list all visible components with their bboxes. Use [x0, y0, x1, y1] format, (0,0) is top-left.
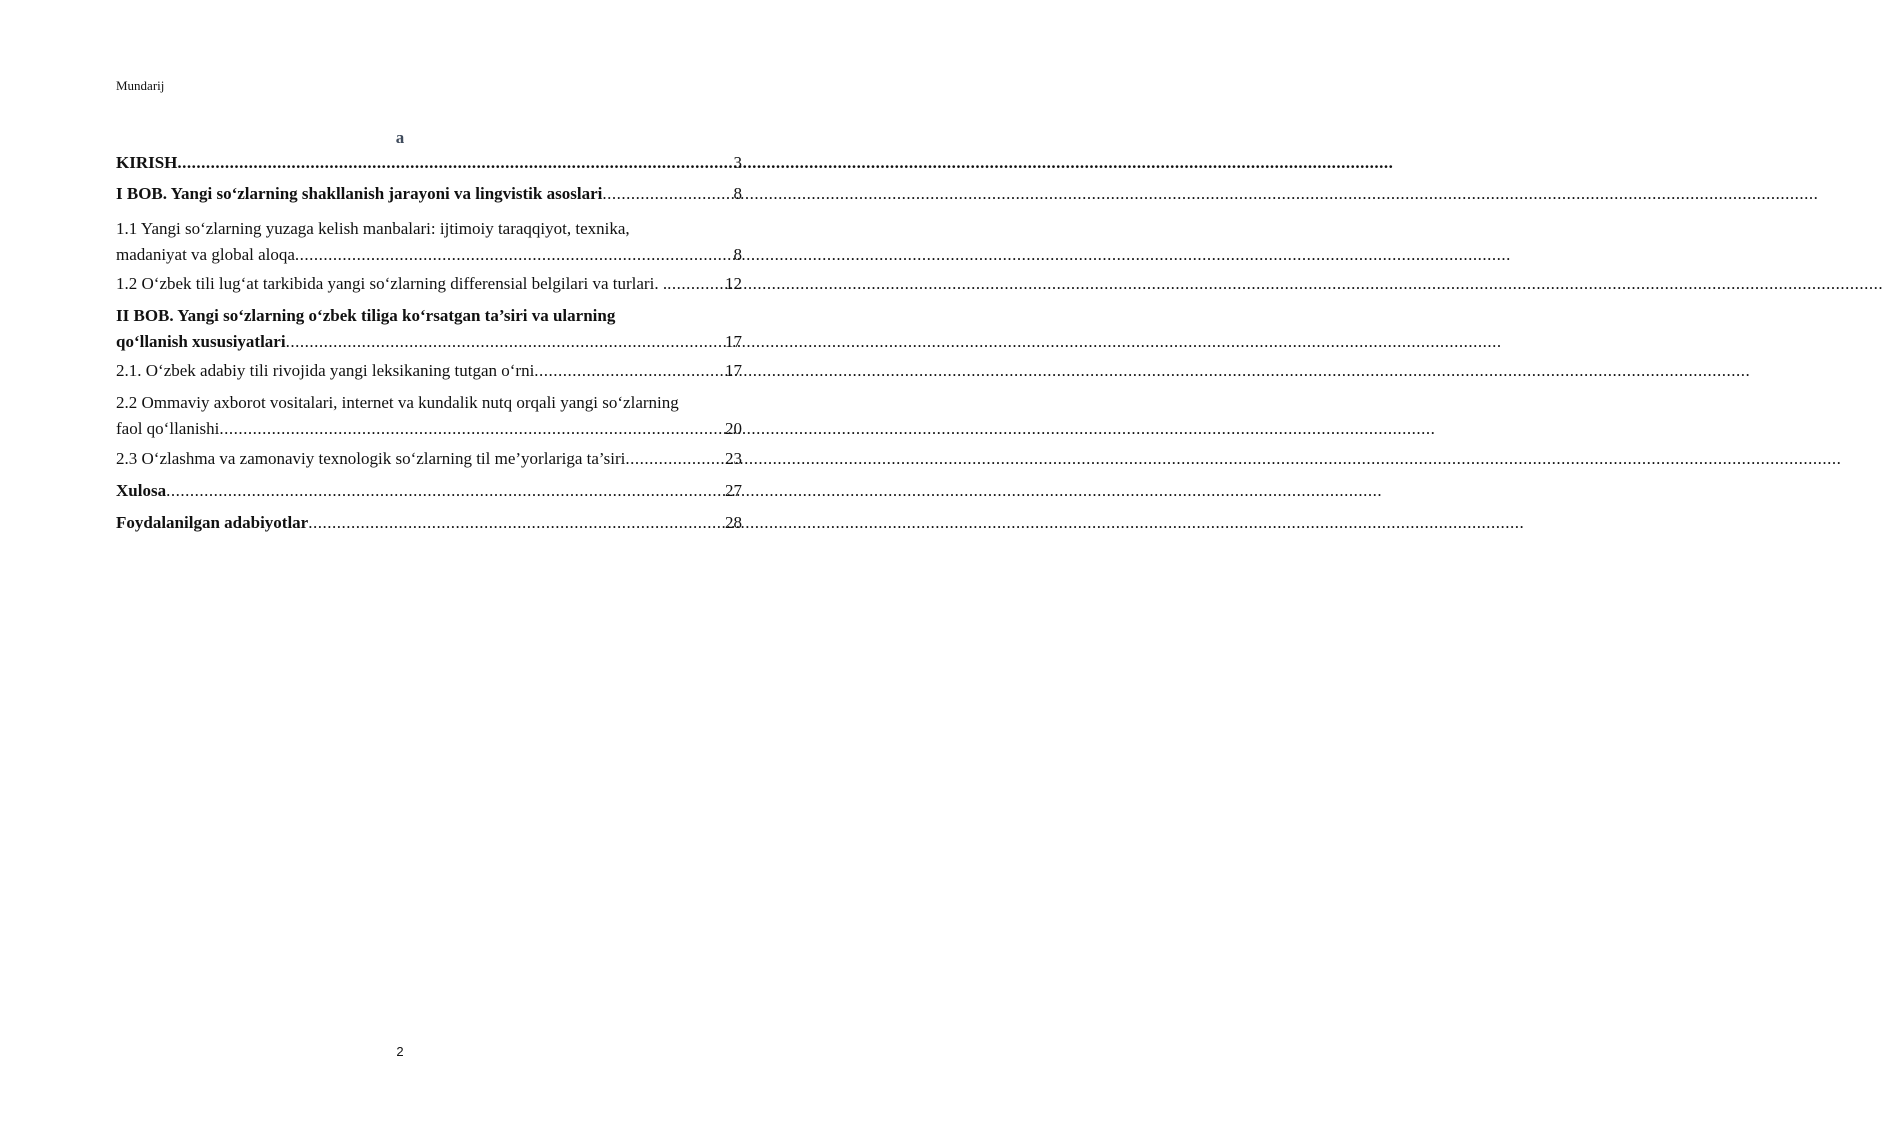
toc-entry-references[interactable] [116, 510, 742, 536]
toc-entry-page: 27 [725, 481, 742, 500]
toc-entry-title: madaniyat va global aloqa [116, 245, 295, 264]
toc-leader-dots [219, 416, 724, 442]
page-number: 2 [396, 1044, 404, 1059]
toc-entry-section-1-1[interactable] [116, 216, 742, 268]
toc-entry-title: faol qo‘llanishi [116, 419, 220, 438]
toc-entry-page: 8 [733, 245, 742, 264]
toc-leader-dots [625, 446, 724, 472]
toc-entry-conclusion[interactable] [116, 478, 742, 504]
toc-entry-title: I BOB. Yangi so‘zlarning shakllanish jarayoni va lingvistik asoslari [116, 184, 603, 203]
toc-entry-page: 17 [725, 361, 742, 380]
toc-entry-title: Xulosa [116, 481, 167, 500]
toc-leader-dots [177, 150, 732, 176]
toc-entry-section-2-2[interactable] [116, 390, 742, 442]
toc-entry-title-line: II BOB. Yangi so‘zlarning o‘zbek tiliga ko‘rsatgan ta’siri va ularning [116, 306, 616, 325]
toc-entry-title: 1.2 O‘zbek tili lug‘at tarkibida yangi so‘zlarning differensial belgilari va turlari. . [116, 274, 668, 293]
toc-leader-dots [534, 358, 724, 384]
toc-entry-title-line: 2.2 Ommaviy axborot vositalari, internet va kundalik nutq orqali yangi so‘zlarning [116, 393, 679, 412]
toc-entry-title: qo‘llanish xususiyatlari [116, 332, 286, 351]
toc-entry-title: Foydalanilgan adabiyotlar [116, 513, 309, 532]
toc-entry-page: 3 [733, 153, 742, 172]
toc-entry-page: 28 [725, 513, 742, 532]
toc-entry-title: 2.1. O‘zbek adabiy tili rivojida yangi leksikaning tutgan o‘rni [116, 361, 535, 380]
toc-entry-title: 2.3 O‘zlashma va zamonaviy texnologik so‘zlarning til me’yorlariga ta’siri [116, 449, 626, 468]
toc-entry-section-2-1[interactable] [116, 358, 742, 384]
toc-entry-title: KIRISH [116, 153, 178, 172]
toc-heading-start: Mundarij [116, 78, 165, 93]
toc-entry-page: 20 [725, 419, 742, 438]
toc-leader-dots [166, 478, 724, 504]
toc-entry-section-2-3[interactable] [116, 446, 742, 472]
toc-heading-end: a [395, 128, 405, 147]
toc-entry-chapter-2[interactable] [116, 303, 742, 355]
toc-entry-page: 17 [725, 332, 742, 351]
toc-entry-kirish[interactable] [116, 150, 742, 176]
toc-leader-dots [667, 271, 724, 297]
toc-entry-page: 23 [725, 449, 742, 468]
toc-leader-dots [286, 329, 724, 355]
toc-entry-page: 8 [733, 184, 742, 203]
toc-leader-dots [602, 181, 732, 207]
toc-leader-dots [308, 510, 724, 536]
toc-entry-page: 12 [725, 274, 742, 293]
toc-leader-dots [295, 242, 733, 268]
toc-entry-chapter-1[interactable] [116, 181, 742, 207]
toc-entry-section-1-2[interactable] [116, 271, 742, 297]
toc-entry-title-line: 1.1 Yangi so‘zlarning yuzaga kelish manbalari: ijtimoiy taraqqiyot, texnika, [116, 219, 630, 238]
